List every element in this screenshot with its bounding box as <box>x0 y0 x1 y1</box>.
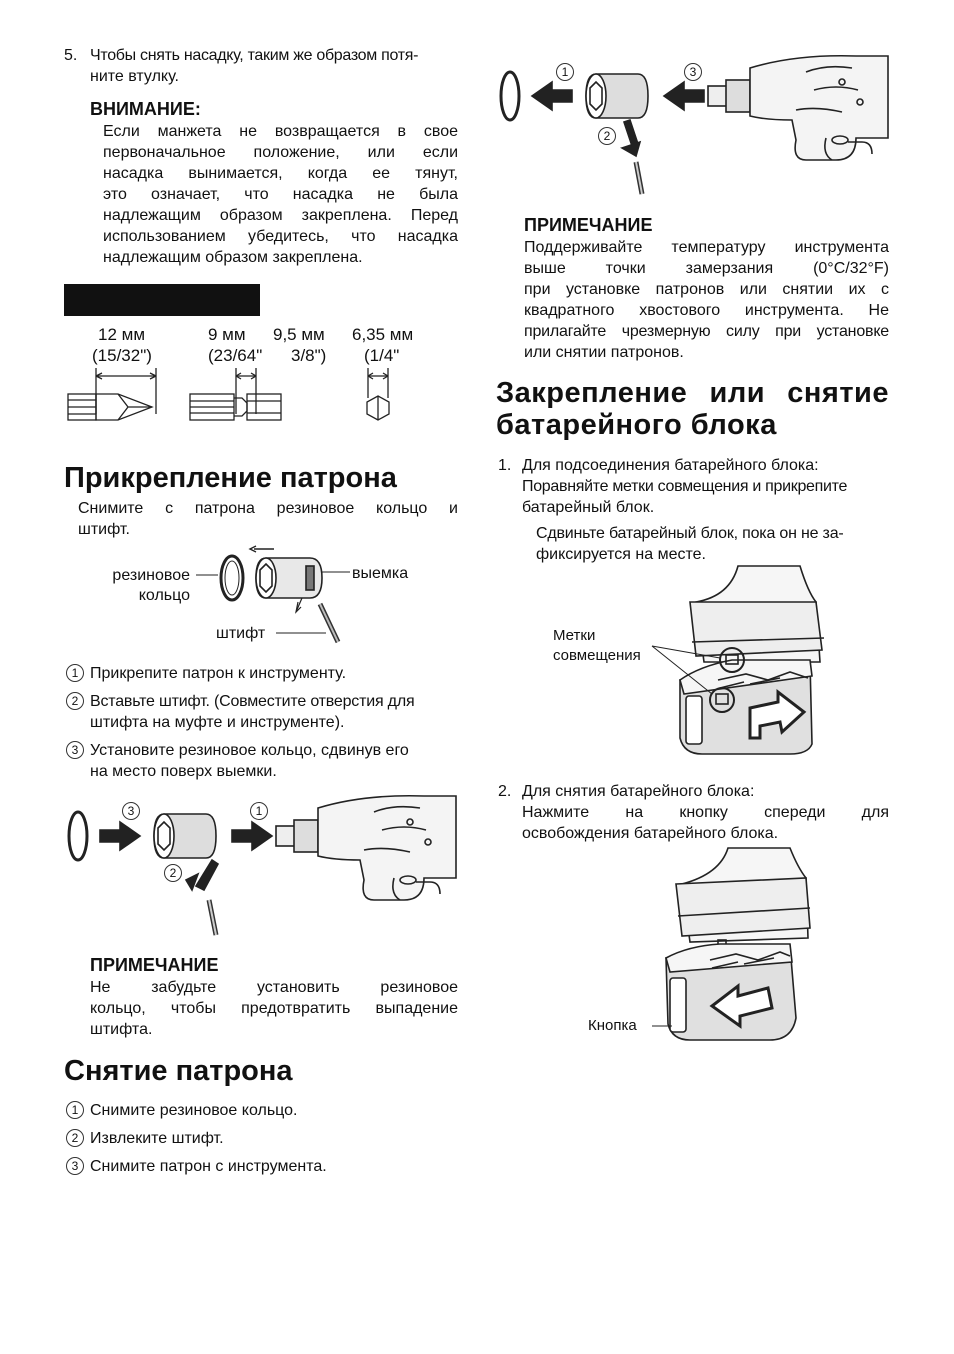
right-note-title: ПРИМЕЧАНИЕ <box>524 215 653 235</box>
attach-step-2 <box>66 691 458 712</box>
fig-num-circle: 3 <box>122 802 140 820</box>
step-number-circle: 1 <box>66 664 84 682</box>
bit-spec-9mm-inch: (23/64" <box>208 346 263 365</box>
item-5-line-2: ните втулку. <box>90 68 179 85</box>
attach-socket-figure <box>64 790 460 940</box>
battery-attach-figure <box>640 562 840 772</box>
step-number-circle: 3 <box>66 741 84 759</box>
bit-spec-12mm-inch: (15/32") <box>92 346 152 365</box>
fig-num-circle: 1 <box>556 63 574 81</box>
warning-title: ВНИМАНИЕ: <box>90 99 201 119</box>
label-alignment-marks-line-1: Метки <box>553 627 596 644</box>
bit-drawings-figure <box>62 362 402 432</box>
right-note-line: квадратного хвостового инструмента. Не <box>524 302 889 319</box>
remove-step-1-text: Снимите резиновое кольцо. <box>90 1102 298 1119</box>
battery-step-1-line-2: Поравняйте метки совмещения и прикрепите <box>522 478 848 495</box>
remove-step-3 <box>66 1156 327 1177</box>
step-number-circle: 2 <box>66 692 84 710</box>
fig-num-circle: 2 <box>164 864 182 882</box>
bit-spec-6-35mm-inch: (1/4" <box>364 346 400 365</box>
label-rubber-ring <box>104 566 190 606</box>
label-rubber-ring-line-2: кольцо <box>138 587 190 604</box>
remove-socket-figure <box>496 50 892 200</box>
warning-line: использованием убедитесь, что насадка <box>103 228 458 245</box>
attach-step-3-line-2: на место поверх выемки. <box>90 763 277 780</box>
warning-line: насадка вынимается, когда ее тянут, <box>103 165 458 182</box>
warning-line: первоначальное положение, или если <box>103 144 458 161</box>
warning-line: надлежащим образом закреплена. Перед <box>103 207 458 224</box>
warning-line: надлежащим образом закреплена. <box>103 249 363 266</box>
right-note-line: или снятии патронов. <box>524 344 684 361</box>
remove-step-2-text: Извлеките штифт. <box>90 1130 224 1147</box>
step-number-circle: 2 <box>66 1129 84 1147</box>
fig-num-circle: 3 <box>684 63 702 81</box>
battery-step-2-line-1: Для снятия батарейного блока: <box>522 783 755 800</box>
attach-note-line-2: кольцо, чтобы предотвратить выпадение <box>90 1000 458 1017</box>
item-5-number: 5. <box>64 47 78 64</box>
step-number-circle: 1 <box>66 1101 84 1119</box>
bit-spec-12mm: 12 мм <box>98 325 146 344</box>
label-pin: штифт <box>216 625 266 642</box>
bit-spec-6-35mm: 6,35 мм <box>352 325 414 344</box>
fig-num-circle: 2 <box>598 127 616 145</box>
warning-body <box>103 121 458 268</box>
battery-step-1-number: 1. <box>498 457 512 474</box>
attach-step-3 <box>66 740 458 761</box>
attach-step-1 <box>66 663 458 684</box>
right-note-line: при установке патронов или снятии их с <box>524 281 889 298</box>
battery-step-2-line-3: освобождения батарейного блока. <box>522 825 779 842</box>
battery-step-1-sub-1: Сдвиньте батарейный блок, пока он не за- <box>536 525 844 542</box>
battery-remove-figure <box>640 844 840 1054</box>
right-note-line: прилагайте чрезмерную силу при установке <box>524 323 889 340</box>
battery-title-line-1: Закрепление или снятие <box>496 377 889 409</box>
warning-line: Если манжета не возвращается в свое <box>103 123 458 140</box>
attach-intro-line-1: Снимите с патрона резиновое кольцо и <box>78 500 458 517</box>
label-groove: выемка <box>352 565 409 582</box>
label-rubber-ring-line-1: резиновое <box>112 567 190 584</box>
bit-spec-9mm: 9 мм <box>208 325 246 344</box>
battery-step-1-sub-2: фиксируется на месте. <box>536 546 706 563</box>
attach-note-line-3: штифта. <box>90 1021 153 1038</box>
right-note-body <box>524 237 889 363</box>
battery-step-2-line-2: Нажмите на кнопку спереди для <box>522 804 889 821</box>
remove-socket-title: Снятие патрона <box>64 1055 293 1087</box>
attach-step-3-text: Установите резиновое кольцо, сдвинув его <box>90 742 409 759</box>
label-alignment-marks-line-2: совмещения <box>553 647 641 664</box>
attach-note-title: ПРИМЕЧАНИЕ <box>90 955 219 975</box>
label-release-button: Кнопка <box>588 1017 637 1034</box>
battery-step-2-number: 2. <box>498 783 512 800</box>
attach-socket-title: Прикрепление патрона <box>64 462 397 494</box>
step-number-circle: 3 <box>66 1157 84 1175</box>
label-alignment-marks <box>553 626 641 666</box>
attach-intro-line-2: штифт. <box>78 521 130 538</box>
attach-step-2-text: Вставьте штифт. (Совместите отверстия для <box>90 693 415 710</box>
remove-step-3-text: Снимите патрон с инструмента. <box>90 1158 327 1175</box>
socket-parts-figure <box>190 540 360 650</box>
right-note-line: Поддерживайте температуру инструмента <box>524 239 889 256</box>
bit-spec-9-5mm-inch: 3/8") <box>291 346 327 365</box>
battery-title-line-2: батарейного блока <box>496 409 777 441</box>
bit-spec-9-5mm: 9,5 мм <box>273 325 325 344</box>
remove-step-1 <box>66 1100 298 1121</box>
attach-step-2-line-2: штифта на муфте и инструменте). <box>90 714 345 731</box>
right-note-line: выше точки замерзания (0°C/32°F) <box>524 260 889 277</box>
attach-note-line-1: Не забудьте установить резиновое <box>90 979 458 996</box>
item-5-line-1: Чтобы снять насадку, таким же образом потя- <box>90 47 419 64</box>
warning-line: это означает, что насадка не была <box>103 186 458 203</box>
remove-step-2 <box>66 1128 224 1149</box>
battery-step-1-line-3: батарейный блок. <box>522 499 655 516</box>
section-heading-bar <box>64 284 260 316</box>
battery-step-1-line-1: Для подсоединения батарейного блока: <box>522 457 819 474</box>
fig-num-circle: 1 <box>250 802 268 820</box>
attach-step-1-text: Прикрепите патрон к инструменту. <box>90 665 347 682</box>
